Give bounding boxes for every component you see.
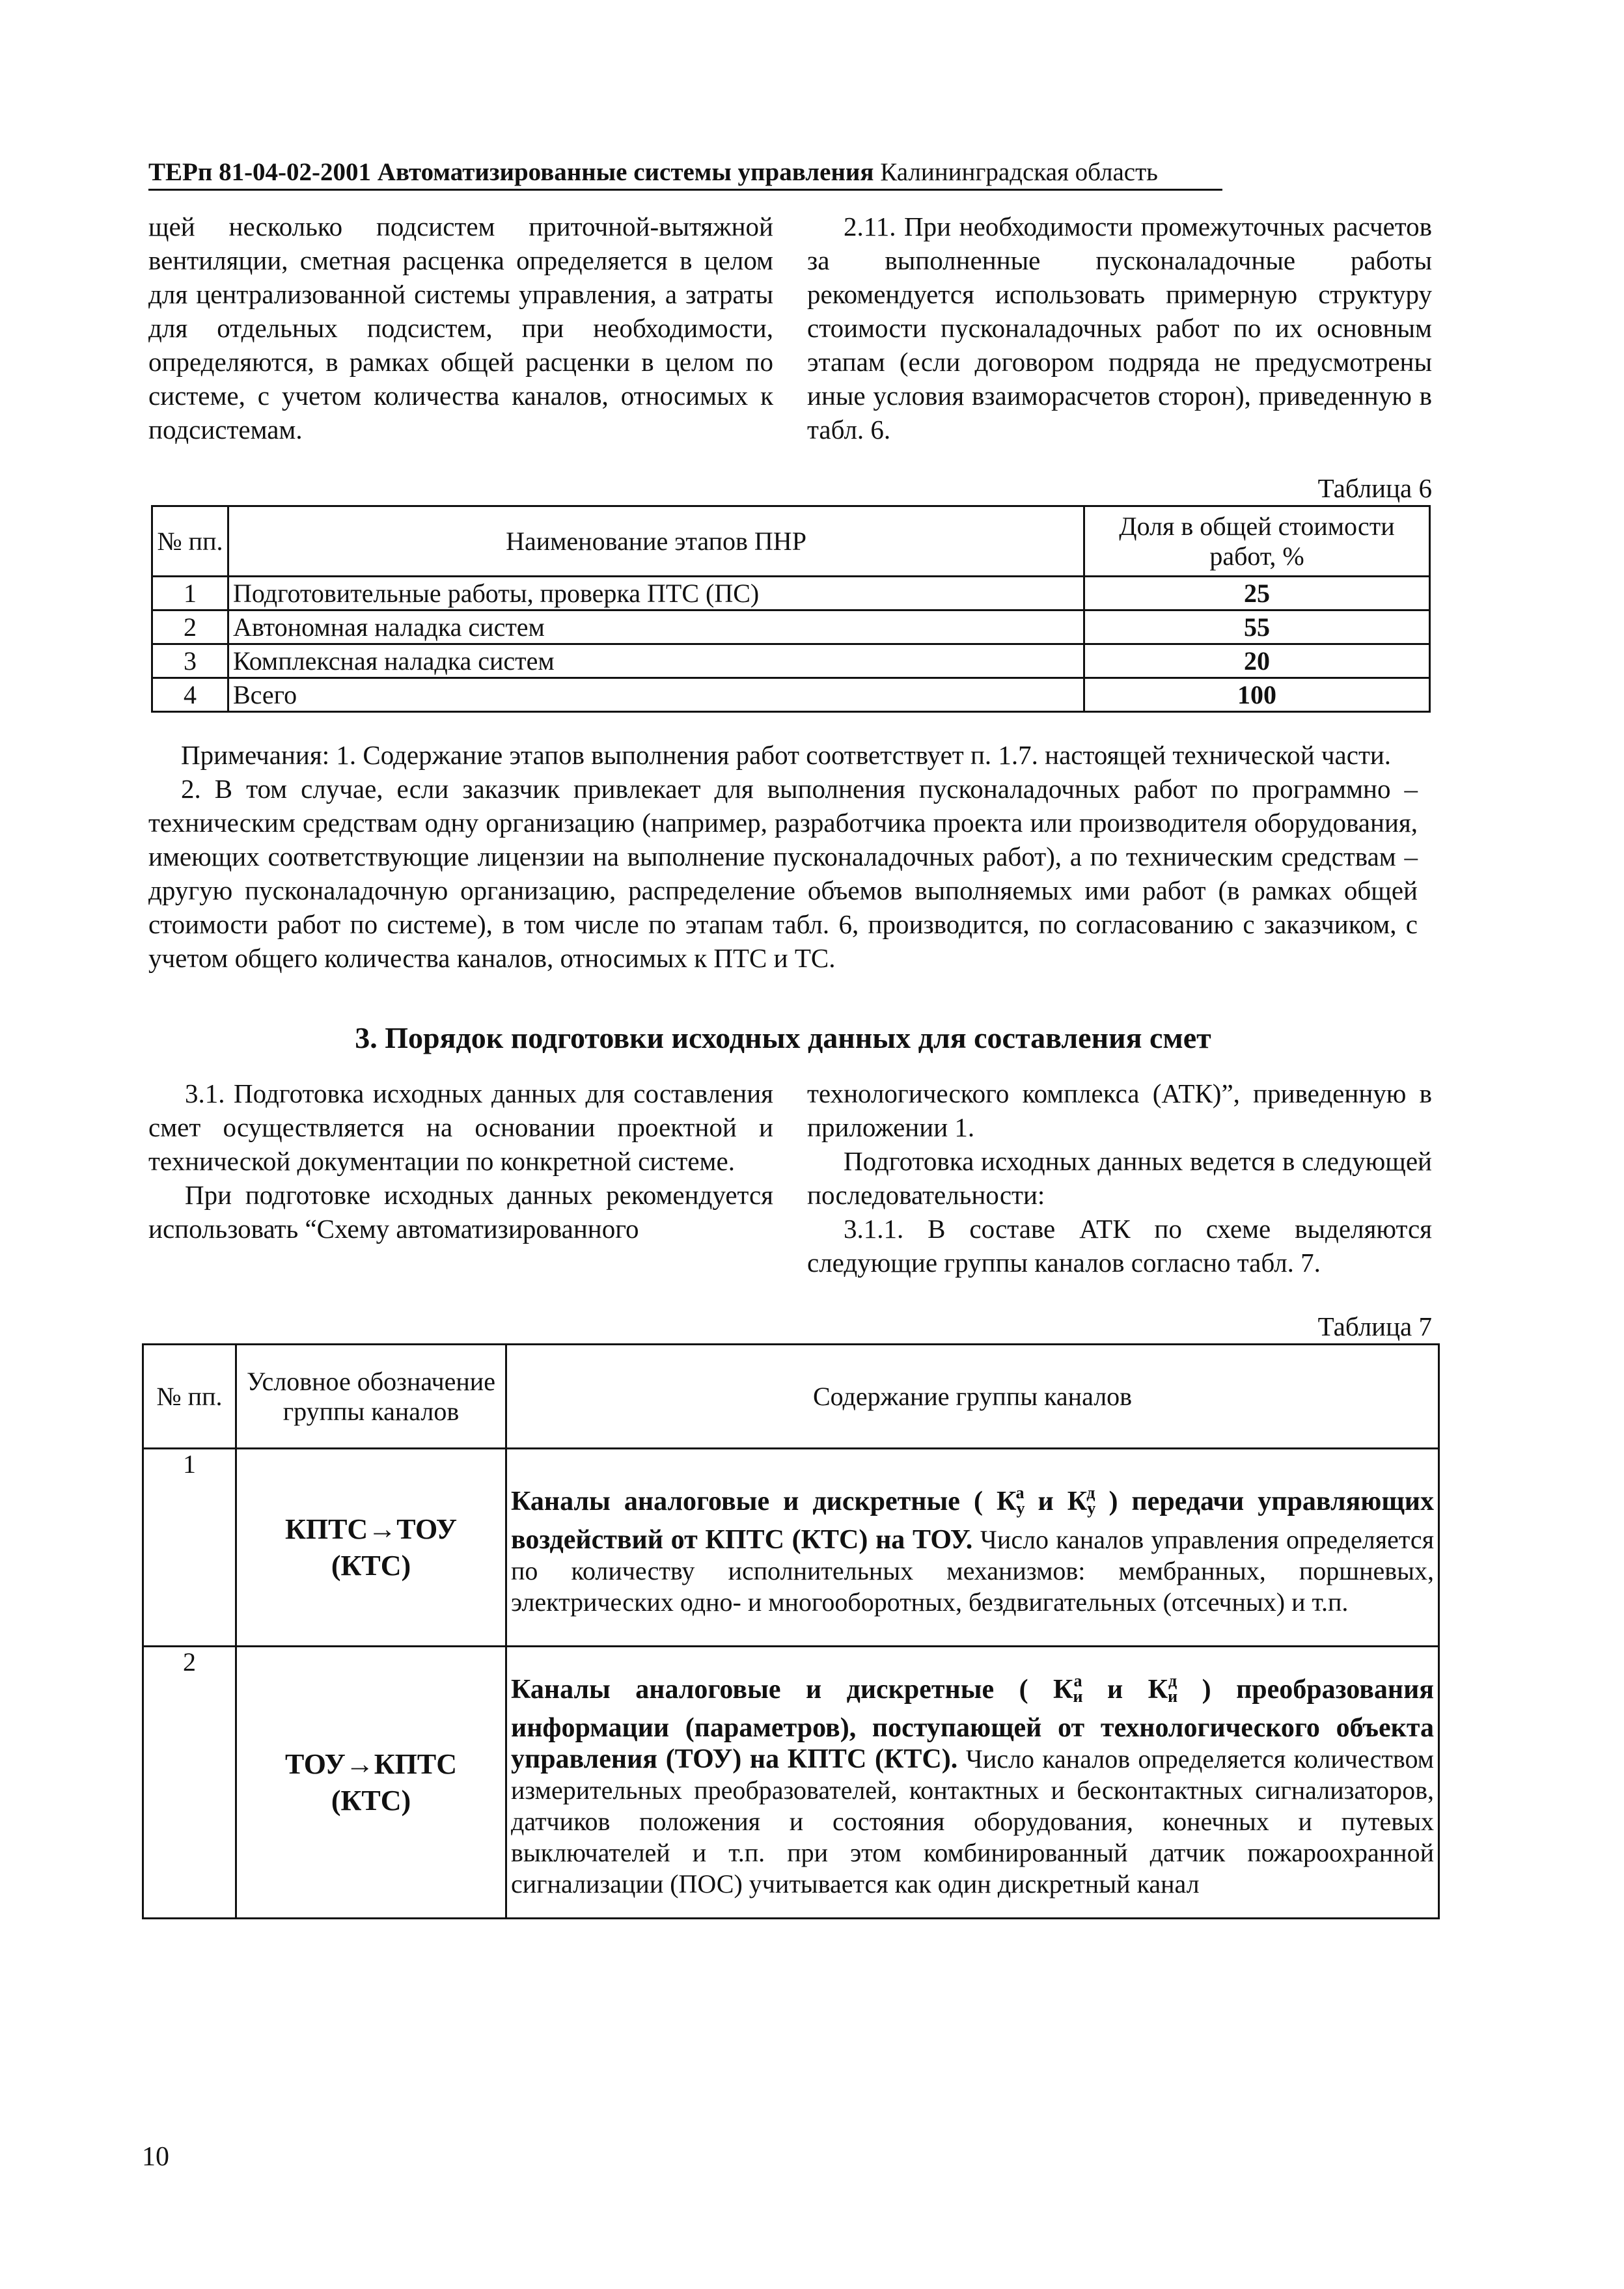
table-row [152, 610, 1430, 644]
table7-rest: Число каналов управления определяется по количеству исполнительных механизмов: мембранных, поршневых, электрических одно- и многооборотных, бездвигательных (отсечных) и т.п. [511, 1524, 1434, 1617]
table-row [143, 1647, 1439, 1919]
header-title: Автоматизированные системы управления [377, 158, 874, 186]
section-3-title: 3. Порядок подготовки исходных данных для составления смет [355, 1021, 1211, 1054]
table7-content [506, 1647, 1439, 1919]
table6-name: Автономная наладка систем [228, 610, 1084, 644]
section3-right-p3: 3.1.1. В составе АТК по схеме выделяются следующие группы каналов согласно табл. 7. [807, 1214, 1432, 1278]
right-column-top [807, 210, 1432, 446]
table7 [142, 1343, 1440, 1919]
table7-rest: Число каналов определяется количеством измерительных преобразователей, контактных и бесконтактных сигнализаторов, датчиков положения и состояния оборудования, конечных и путевых выключателей и т.п. при этом комбинированный датчик пожароохранной сигнализации (ПОС) учитывается как один дискретный канал [511, 1744, 1434, 1898]
table6-num: 2 [152, 610, 228, 644]
header-code: ТЕРп 81-04-02-2001 [148, 158, 372, 186]
table6-name: Подготовительные работы, проверка ПТС (ПС) [228, 577, 1084, 610]
section3-left-p2: При подготовке исходных данных рекомендуется использовать “Схему автоматизированного [148, 1180, 773, 1244]
table7-num: 1 [143, 1449, 236, 1647]
left-column-top [148, 210, 773, 446]
table6-header-name: Наименование этапов ПНР [228, 506, 1084, 577]
table7-header-content: Содержание группы каналов [506, 1345, 1439, 1449]
table7-header-row [143, 1345, 1439, 1449]
right-column-section3 [807, 1076, 1432, 1280]
symbol-k-measure-analog: $К_и^а$ [1053, 1671, 1083, 1706]
table7-code-line2: (КТС) [331, 1549, 411, 1582]
table6-num: 3 [152, 644, 228, 678]
table6-caption: Таблица 6 [1317, 473, 1432, 503]
page-header [148, 158, 1222, 191]
table7-header-code: Условное обозначение группы каналов [236, 1345, 506, 1449]
note-1: Примечания: 1. Содержание этапов выполнения работ соответствует п. 1.7. настоящей технической части. [181, 740, 1392, 770]
table6-share: 55 [1084, 610, 1430, 644]
section3-right-p2: Подготовка исходных данных ведется в следующей последовательности: [807, 1146, 1432, 1210]
table6-name: Комплексная наладка систем [228, 644, 1084, 678]
symbol-k-control-analog: $К_у^а$ [997, 1483, 1025, 1518]
symbol-k-control-discrete: $К_у^д$ [1067, 1483, 1096, 1518]
left-column-section3 [148, 1076, 773, 1246]
table-row [143, 1449, 1439, 1647]
table7-code-line1: ТОУ→КПТС [284, 1748, 458, 1780]
symbol-k-measure-discrete: $К_и^д$ [1148, 1671, 1178, 1706]
page-number: 10 [142, 2142, 169, 2172]
table7-lead-b: ) передачи управляющих воздействий от КПТС (КТС) на ТОУ. [511, 1486, 1434, 1555]
table-row [152, 577, 1430, 610]
table-row [152, 644, 1430, 678]
table6-share: 100 [1084, 678, 1430, 712]
table6 [151, 505, 1431, 713]
table7-lead-b: ) преобразования информации (параметров), поступающей от технологического объекта управления (ТОУ) на КПТС (КТС). [511, 1674, 1435, 1774]
and-word: и [1107, 1674, 1123, 1705]
and-word: и [1038, 1486, 1054, 1516]
table6-name: Всего [228, 678, 1084, 712]
table7-code-cell [236, 1647, 506, 1919]
table7-code-cell [236, 1449, 506, 1647]
table7-num: 2 [143, 1647, 236, 1919]
header-region: Калининградская область [880, 158, 1158, 186]
table7-header-num: № пп. [143, 1345, 236, 1449]
table6-header-share: Доля в общей стоимости работ, % [1084, 506, 1430, 577]
note-2: 2. В том случае, если заказчик привлекает для выполнения пусконаладочных работ по программно – техническим средствам одну организацию (например, разработчика проекта или производителя оборудования, имеющих соответствующие лицензии на выполнение пусконаладочных работ), а по техническим средствам – другую пусконаладочную организацию, распределение объемов выполняемых ими работ (в рамках общей стоимости работ по системе), в том числе по этапам табл. 6, производится, по согласованию с заказчиком, с учетом общего количества каналов, относимых к ПТС и ТС. [148, 774, 1418, 973]
left-paragraph: щей несколько подсистем приточной-вытяжной вентиляции, сметная расценка определяется в целом для централизованной системы управления, а затраты для отдельных подсистем, при необходимости, определяются, в рамках общей расценки в целом по системе, с учетом количества каналов, относимых к подсистемам. [148, 212, 773, 445]
table6-header-num: № пп. [152, 506, 228, 577]
table6-share: 20 [1084, 644, 1430, 678]
table6-num: 4 [152, 678, 228, 712]
table7-lead-a: Каналы аналоговые и дискретные ( [511, 1486, 983, 1516]
table7-lead-a: Каналы аналоговые и дискретные ( [511, 1674, 1028, 1705]
table7-code-line2: (КТС) [331, 1784, 411, 1816]
table6-num: 1 [152, 577, 228, 610]
table6-header-row [152, 506, 1430, 577]
table7-content [506, 1449, 1439, 1647]
section3-right-p1: технологического комплекса (АТК)”, приведенную в приложении 1. [807, 1078, 1432, 1142]
right-paragraph: 2.11. При необходимости промежуточных расчетов за выполненные пусконаладочные работы рекомендуется использовать примерную структуру стоимости пусконаладочных работ по их основным этапам (если договором подряда не предусмотрены иные условия взаиморасчетов сторон), приведенную в табл. 6. [807, 212, 1432, 445]
table6-share: 25 [1084, 577, 1430, 610]
table7-caption: Таблица 7 [1317, 1311, 1432, 1341]
section3-left-p1: 3.1. Подготовка исходных данных для составления смет осуществляется на основании проектной и технической документации по конкретной системе. [148, 1078, 773, 1176]
table6-notes [148, 738, 1418, 975]
table7-code-line1: КПТС→ТОУ [284, 1513, 458, 1545]
table-row [152, 678, 1430, 712]
